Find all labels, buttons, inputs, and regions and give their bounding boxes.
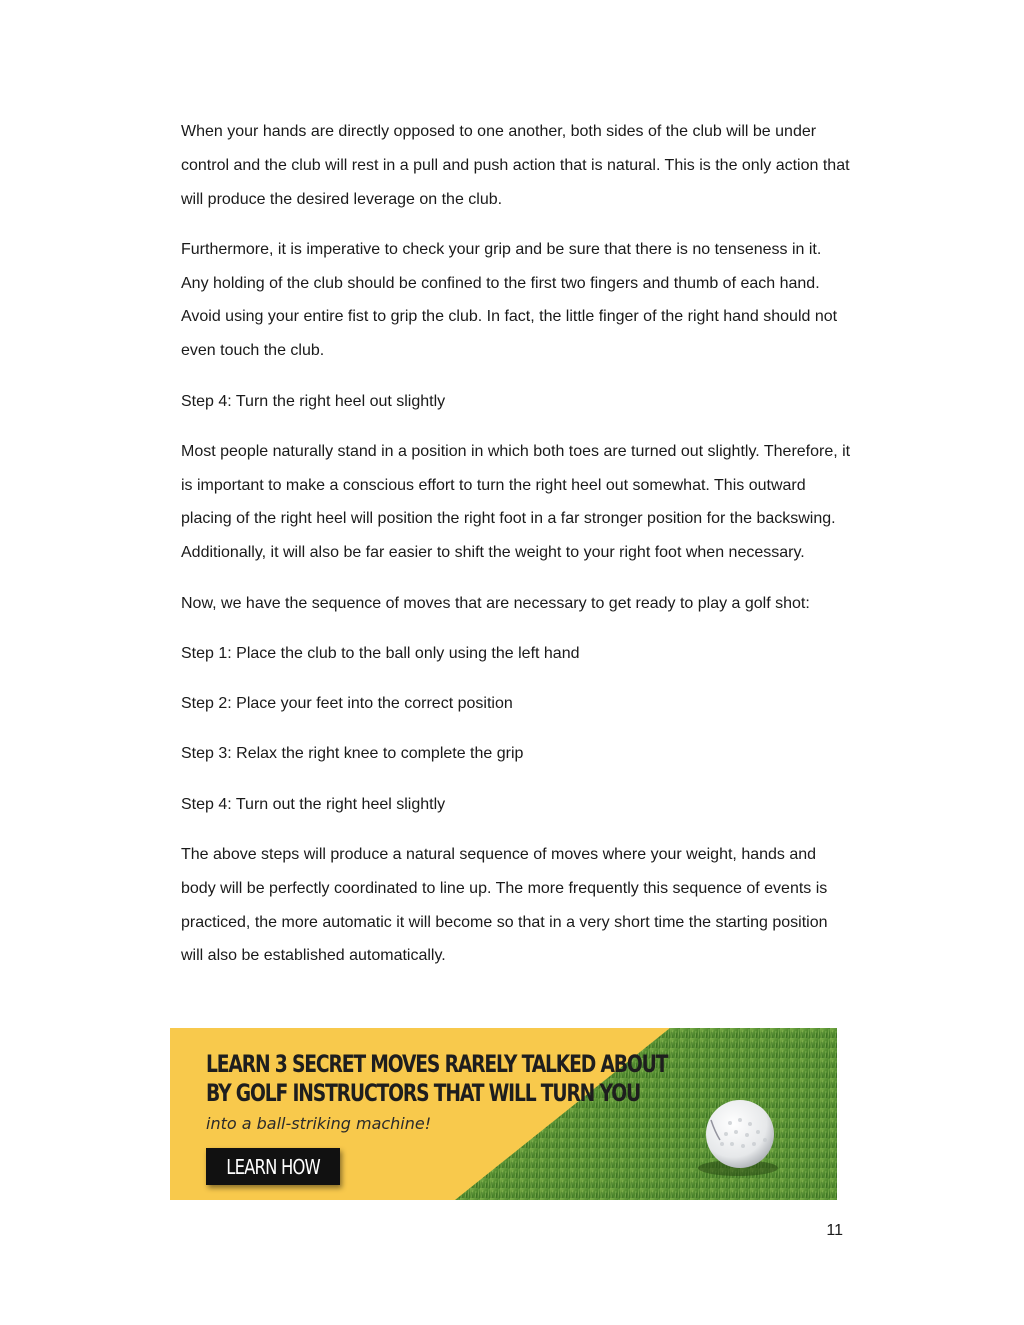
- step-heading: Step 4: Turn the right heel out slightly: [181, 392, 446, 410]
- paragraph: The above steps will produce a natural sequence of moves where your weight, hands and body will be perfectly coordinated to line up. The more frequently this sequence of events is practiced, the more automatic it will become so that in a very short time the starting position will also be established automatically.: [181, 846, 828, 965]
- step-item: Step 1: Place the club to the ball only using the left hand: [181, 644, 580, 662]
- banner-tagline: into a ball-striking machine!: [206, 1114, 432, 1133]
- step-item: Step 2: Place your feet into the correct position: [181, 695, 513, 713]
- paragraph: Now, we have the sequence of moves that are necessary to get ready to play a golf shot:: [181, 594, 810, 612]
- banner-text: [206, 1050, 797, 1133]
- headline-line: LEARN 3 SECRET MOVES RARELY TALKED ABOUT: [206, 1050, 668, 1078]
- learn-how-button[interactable]: [206, 1148, 340, 1185]
- step-item: Step 3: Relax the right knee to complete the grip: [181, 745, 524, 763]
- banner-headline: [206, 1050, 667, 1108]
- headline-line: BY GOLF INSTRUCTORS THAT WILL TURN YOU: [206, 1079, 641, 1107]
- paragraph: Most people naturally stand in a position in which both toes are turned out slightly. Therefore, it is important to make a conscious effort to turn the right heel out somewhat. This outward placing of the right heel will position the right foot in a far stronger position for the backswing. Additionally, it will also be far easier to shift the weight to your right foot when necessary.: [181, 442, 851, 562]
- document-body: [181, 115, 851, 990]
- page-number: 11: [826, 1222, 843, 1239]
- paragraph: When your hands are directly opposed to one another, both sides of the club will be under control and the club will rest in a pull and push action that is natural. This is the only action that will produce the desired leverage on the club.: [181, 123, 850, 208]
- learn-how-label: LEARN HOW: [226, 1154, 320, 1179]
- promo-banner[interactable]: [170, 1028, 837, 1200]
- step-item: Step 4: Turn out the right heel slightly: [181, 795, 446, 813]
- paragraph: Furthermore, it is imperative to check your grip and be sure that there is no tenseness in it. Any holding of the club should be confined to the first two fingers and thumb of each hand. Avoid using your entire fist to grip the club. In fact, the little finger of the right hand should not even touch the club.: [181, 240, 838, 360]
